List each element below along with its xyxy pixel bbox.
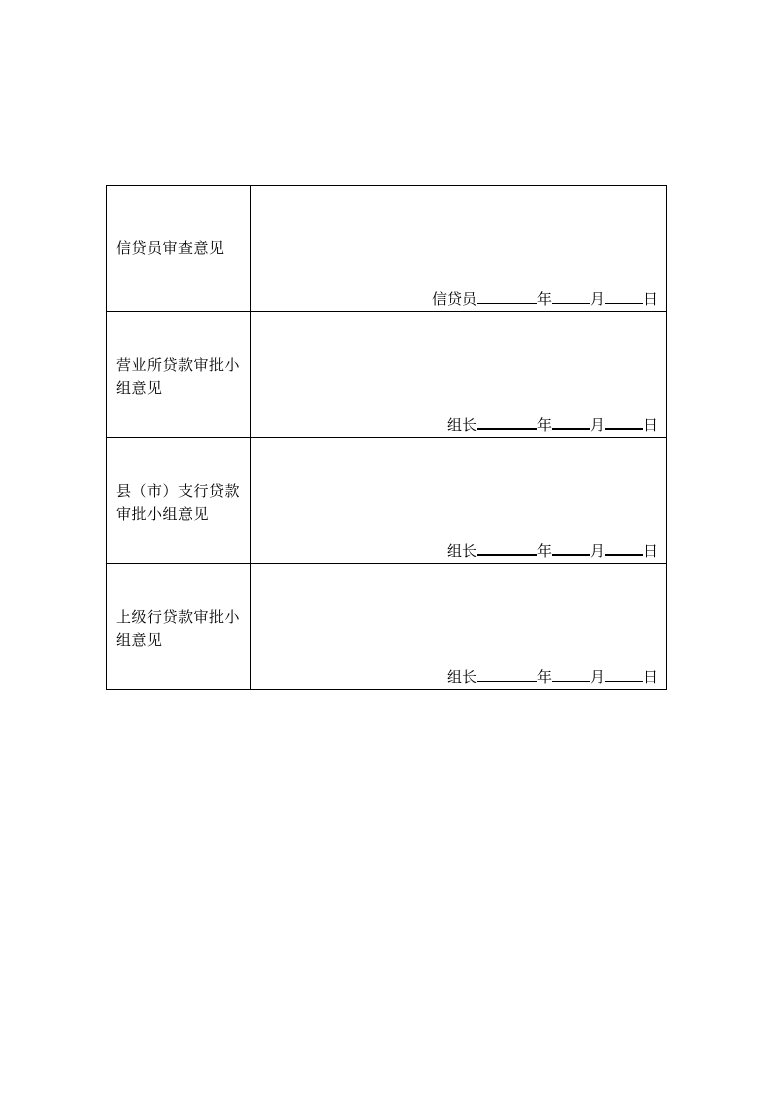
day-blank[interactable] bbox=[605, 415, 643, 430]
opinion-field[interactable] bbox=[251, 564, 667, 690]
row-label-cell bbox=[107, 438, 251, 564]
day-label: 日 bbox=[642, 542, 658, 560]
year-label: 年 bbox=[536, 668, 552, 686]
signer-blank[interactable] bbox=[477, 415, 537, 430]
table-row bbox=[107, 438, 667, 564]
signer-blank[interactable] bbox=[477, 668, 537, 682]
month-label: 月 bbox=[589, 290, 605, 308]
signer-label: 组长 bbox=[446, 542, 477, 560]
day-blank[interactable] bbox=[605, 290, 643, 304]
day-label: 日 bbox=[642, 290, 658, 308]
year-label: 年 bbox=[536, 290, 552, 308]
day-blank[interactable] bbox=[605, 668, 643, 682]
signer-label: 组长 bbox=[446, 668, 477, 686]
signature-date-line bbox=[447, 415, 658, 434]
row-label: 信贷员审查意见 bbox=[116, 239, 225, 257]
day-blank[interactable] bbox=[605, 541, 643, 556]
year-label: 年 bbox=[536, 416, 552, 434]
month-blank[interactable] bbox=[552, 668, 590, 682]
month-blank[interactable] bbox=[552, 541, 590, 556]
row-label-cell bbox=[107, 186, 251, 312]
month-blank[interactable] bbox=[552, 290, 590, 304]
day-label: 日 bbox=[642, 416, 658, 434]
opinion-field[interactable] bbox=[251, 186, 667, 312]
approval-opinions-table bbox=[106, 185, 667, 690]
opinion-field[interactable] bbox=[251, 312, 667, 438]
signature-date-line bbox=[447, 668, 658, 686]
row-label-cell bbox=[107, 312, 251, 438]
signature-date-line bbox=[447, 541, 658, 560]
signer-label: 组长 bbox=[446, 416, 477, 434]
signer-blank[interactable] bbox=[477, 541, 537, 556]
signature-date-line bbox=[432, 290, 658, 308]
row-label: 县（市）支行贷款审批小组意见 bbox=[116, 482, 241, 523]
signer-blank[interactable] bbox=[477, 290, 537, 304]
table-row bbox=[107, 186, 667, 312]
signer-label: 信贷员 bbox=[431, 290, 477, 308]
month-label: 月 bbox=[589, 542, 605, 560]
row-label: 上级行贷款审批小组意见 bbox=[116, 608, 241, 649]
month-label: 月 bbox=[589, 416, 605, 434]
table-row bbox=[107, 312, 667, 438]
row-label: 营业所贷款审批小组意见 bbox=[116, 356, 241, 397]
month-label: 月 bbox=[589, 668, 605, 686]
day-label: 日 bbox=[642, 668, 658, 686]
row-label-cell bbox=[107, 564, 251, 690]
year-label: 年 bbox=[536, 542, 552, 560]
table-row bbox=[107, 564, 667, 690]
opinion-field[interactable] bbox=[251, 438, 667, 564]
month-blank[interactable] bbox=[552, 415, 590, 430]
